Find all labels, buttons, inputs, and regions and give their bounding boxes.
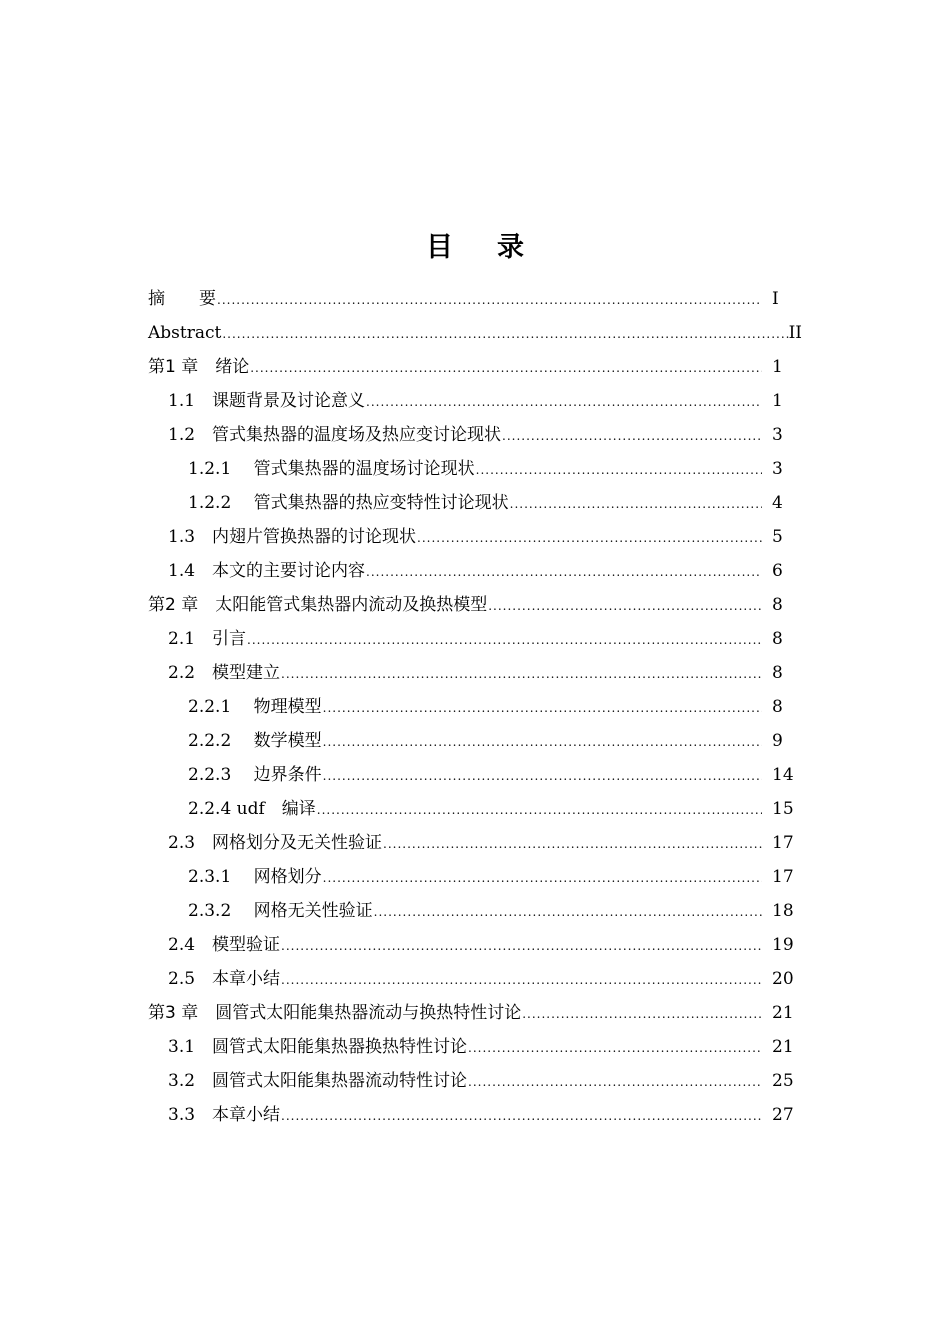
- toc-entry-label: 1.1 课题背景及讨论意义: [168, 391, 366, 411]
- table-of-contents: [148, 282, 802, 1132]
- toc-entry-1-1[interactable]: [148, 384, 802, 418]
- toc-entry-1-4[interactable]: [148, 554, 802, 588]
- toc-entry-label: Abstract: [148, 323, 222, 343]
- toc-entry-2-5[interactable]: [148, 962, 802, 996]
- toc-entry-page: 19: [772, 935, 794, 955]
- toc-entry-3-2[interactable]: [148, 1064, 802, 1098]
- toc-entry-page: 3: [772, 459, 783, 479]
- toc-title-char-2: 录: [497, 232, 524, 263]
- toc-entry-label: 2.2.1 物理模型: [188, 697, 322, 717]
- toc-leader: [476, 453, 762, 487]
- toc-leader: [217, 283, 762, 317]
- toc-leader: [222, 317, 788, 351]
- toc-entry-label: 2.1 引言: [168, 629, 247, 649]
- toc-leader: [323, 691, 762, 725]
- toc-leader: [366, 385, 762, 419]
- toc-entry-label: 3.3 本章小结: [168, 1105, 281, 1125]
- toc-entry-page: 21: [772, 1037, 794, 1057]
- toc-entry-page: 9: [772, 731, 783, 751]
- toc-leader: [281, 929, 762, 963]
- toc-entry-page: 8: [772, 663, 783, 683]
- toc-entry-label: 2.3.2 网格无关性验证: [188, 901, 373, 921]
- toc-entry-1-3[interactable]: [148, 520, 802, 554]
- toc-entry-page: 5: [772, 527, 783, 547]
- toc-entry-2-3-2[interactable]: [148, 894, 802, 928]
- toc-entry-page: 18: [772, 901, 794, 921]
- toc-leader: [247, 623, 762, 657]
- toc-entry-page: 8: [772, 595, 783, 615]
- toc-entry-label: 第1 章 绪论: [148, 357, 250, 377]
- toc-entry-label: 第2 章 太阳能管式集热器内流动及换热模型: [148, 595, 488, 615]
- toc-leader: [522, 997, 762, 1031]
- toc-entry-label: 1.2.2 管式集热器的热应变特性讨论现状: [188, 493, 509, 513]
- toc-leader: [323, 725, 762, 759]
- toc-entry-label: 2.3.1 网格划分: [188, 867, 322, 887]
- toc-entry-2-2-3[interactable]: [148, 758, 802, 792]
- toc-entry-page: 8: [772, 697, 783, 717]
- toc-entry-label: 3.2 圆管式太阳能集热器流动特性讨论: [168, 1071, 468, 1091]
- toc-entry-2-1[interactable]: [148, 622, 802, 656]
- toc-entry-2-3[interactable]: [148, 826, 802, 860]
- toc-entry-label: 2.2.3 边界条件: [188, 765, 322, 785]
- toc-entry-label: 1.3 内翅片管换热器的讨论现状: [168, 527, 417, 547]
- toc-entry-page: 14: [772, 765, 794, 785]
- toc-entry-label: 2.2.2 数学模型: [188, 731, 322, 751]
- toc-entry-page: 20: [772, 969, 794, 989]
- toc-entry-page: 6: [772, 561, 783, 581]
- toc-leader: [374, 895, 762, 929]
- toc-entry-label: 2.5 本章小结: [168, 969, 281, 989]
- toc-entry-2-2-4[interactable]: [148, 792, 802, 826]
- toc-entry-page: 15: [772, 799, 794, 819]
- toc-entry-label: 2.2.4 udf 编译: [188, 799, 316, 819]
- toc-leader: [281, 657, 762, 691]
- toc-leader: [468, 1031, 762, 1065]
- toc-entry-label: 3.1 圆管式太阳能集热器换热特性讨论: [168, 1037, 468, 1057]
- toc-entry-page: 4: [772, 493, 783, 513]
- toc-title: [0, 228, 950, 268]
- toc-leader: [488, 589, 762, 623]
- toc-entry-1-2[interactable]: [148, 418, 802, 452]
- toc-entry-3-1[interactable]: [148, 1030, 802, 1064]
- toc-leader: [468, 1065, 762, 1099]
- toc-entry-page: 1: [772, 391, 783, 411]
- toc-entry-page: I: [772, 289, 779, 309]
- toc-leader: [510, 487, 762, 521]
- toc-title-char-1: 目: [426, 232, 453, 263]
- toc-entry-3-3[interactable]: [148, 1098, 802, 1132]
- toc-entry-page: 21: [772, 1003, 794, 1023]
- toc-entry-label: 1.2 管式集热器的温度场及热应变讨论现状: [168, 425, 502, 445]
- toc-leader: [323, 861, 762, 895]
- toc-leader: [250, 351, 762, 385]
- toc-entry-label: 2.4 模型验证: [168, 935, 281, 955]
- toc-entry-label: 2.3 网格划分及无关性验证: [168, 833, 383, 853]
- toc-entry-label: 第3 章 圆管式太阳能集热器流动与换热特性讨论: [148, 1003, 522, 1023]
- toc-leader: [383, 827, 762, 861]
- toc-entry-label: 1.4 本文的主要讨论内容: [168, 561, 366, 581]
- toc-entry-page: 1: [772, 357, 783, 377]
- toc-entry-label: 2.2 模型建立: [168, 663, 281, 683]
- toc-entry-page: 3: [772, 425, 783, 445]
- toc-leader: [281, 963, 762, 997]
- toc-entry-label: 摘 要: [148, 289, 216, 309]
- toc-entry-page: 25: [772, 1071, 794, 1091]
- toc-leader: [323, 759, 762, 793]
- toc-entry-abstract-en[interactable]: [148, 316, 802, 350]
- toc-entry-page: 8: [772, 629, 783, 649]
- toc-leader: [317, 793, 762, 827]
- toc-entry-page: 17: [772, 867, 794, 887]
- toc-entry-page: II: [788, 323, 802, 343]
- toc-entry-2-2-2[interactable]: [148, 724, 802, 758]
- toc-entry-2-2-1[interactable]: [148, 690, 802, 724]
- toc-entry-label: 1.2.1 管式集热器的温度场讨论现状: [188, 459, 475, 479]
- toc-entry-chapter-3[interactable]: [148, 996, 802, 1030]
- toc-entry-2-4[interactable]: [148, 928, 802, 962]
- toc-entry-chapter-2[interactable]: [148, 588, 802, 622]
- toc-entry-2-2[interactable]: [148, 656, 802, 690]
- toc-entry-abstract-cn[interactable]: [148, 282, 802, 316]
- toc-entry-1-2-1[interactable]: [148, 452, 802, 486]
- toc-leader: [417, 521, 762, 555]
- toc-entry-chapter-1[interactable]: [148, 350, 802, 384]
- toc-entry-page: 17: [772, 833, 794, 853]
- toc-entry-1-2-2[interactable]: [148, 486, 802, 520]
- toc-leader: [366, 555, 762, 589]
- toc-entry-2-3-1[interactable]: [148, 860, 802, 894]
- toc-leader: [502, 419, 762, 453]
- toc-leader: [281, 1099, 762, 1133]
- toc-entry-page: 27: [772, 1105, 794, 1125]
